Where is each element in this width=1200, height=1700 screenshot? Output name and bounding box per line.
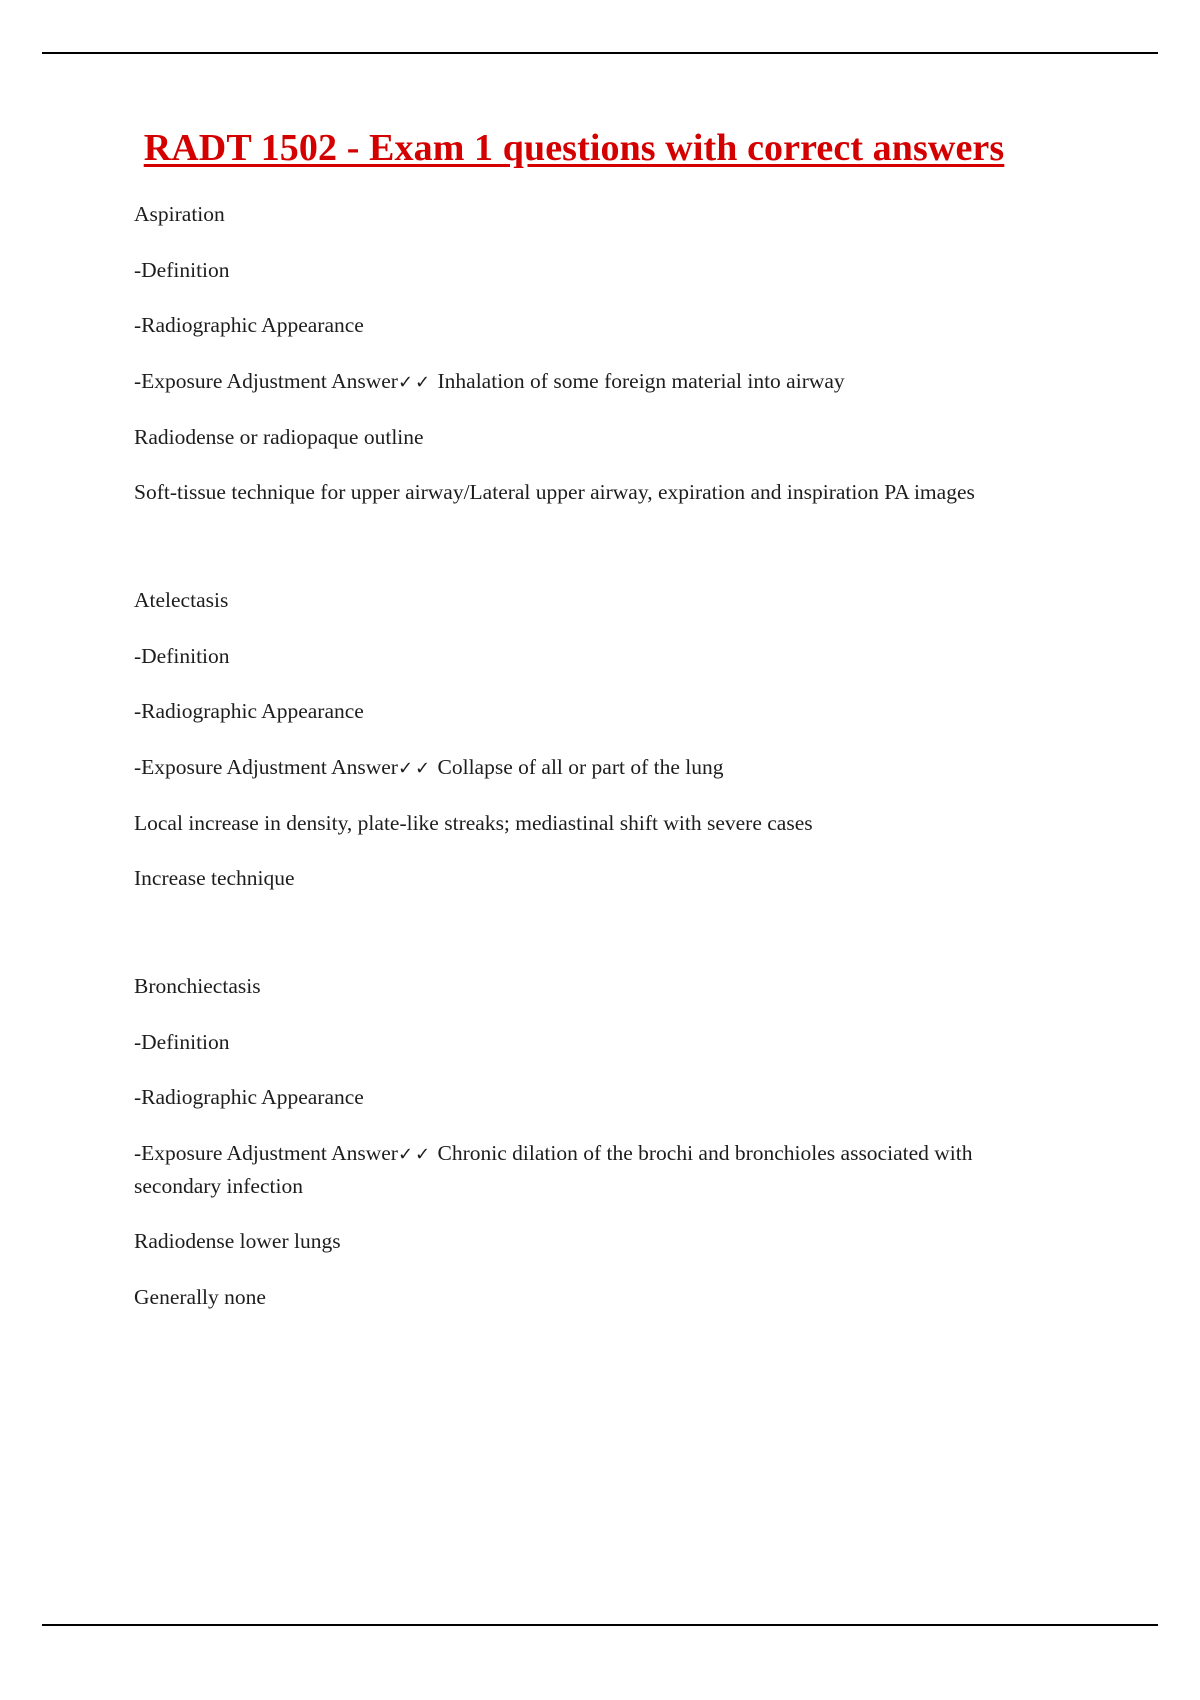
page-top-rule <box>42 52 1158 54</box>
section-answer-line <box>134 365 1014 398</box>
section-detail-exposure: Generally none <box>134 1285 266 1310</box>
check-marks-icon: ✓✓ <box>397 758 433 779</box>
check-marks-icon: ✓✓ <box>397 371 433 393</box>
section-heading-aspiration: Aspiration <box>134 201 225 226</box>
section-detail-appearance: Local increase in density, plate-like streaks; mediastinal shift with severe cases <box>134 810 813 835</box>
section-detail-exposure: Soft-tissue technique for upper airway/Lateral upper airway, expiration and inspiration PA images <box>134 480 975 505</box>
section-detail-appearance: Radiodense lower lungs <box>134 1229 341 1254</box>
section-answer-text: Chronic dilation of the brochi and bronchioles associated with secondary infection <box>134 1141 973 1198</box>
section-line-radiographic-appearance: -Radiographic Appearance <box>134 699 364 724</box>
section-answer-text: Collapse of all or part of the lung <box>437 755 724 779</box>
page-title: RADT 1502 - Exam 1 questions with correct answers <box>143 127 1005 169</box>
section-answer-line <box>134 1137 1014 1202</box>
section-line-radiographic-appearance: -Radiographic Appearance <box>134 313 364 338</box>
exposure-adjustment-prompt: -Exposure Adjustment Answer <box>134 755 398 779</box>
section-heading-bronchiectasis: Bronchiectasis <box>134 974 261 999</box>
exposure-adjustment-prompt: -Exposure Adjustment Answer <box>134 368 398 393</box>
section-answer-text: Inhalation of some foreign material into airway <box>437 368 845 393</box>
section-line-definition: -Definition <box>134 1029 230 1054</box>
section-detail-appearance: Radiodense or radiopaque outline <box>134 424 424 449</box>
check-marks-icon: ✓✓ <box>397 1144 433 1166</box>
document-body <box>134 122 1014 1337</box>
section-detail-exposure: Increase technique <box>134 866 295 891</box>
section-line-definition: -Definition <box>134 257 230 282</box>
exposure-adjustment-prompt: -Exposure Adjustment Answer <box>134 1141 398 1166</box>
page-bottom-rule <box>42 1624 1158 1626</box>
section-spacer <box>134 532 1014 584</box>
section-line-radiographic-appearance: -Radiographic Appearance <box>134 1085 364 1110</box>
section-line-definition: -Definition <box>134 643 230 668</box>
section-answer-line <box>134 751 1014 784</box>
section-heading-atelectasis: Atelectasis <box>134 587 229 612</box>
section-spacer <box>134 918 1014 970</box>
